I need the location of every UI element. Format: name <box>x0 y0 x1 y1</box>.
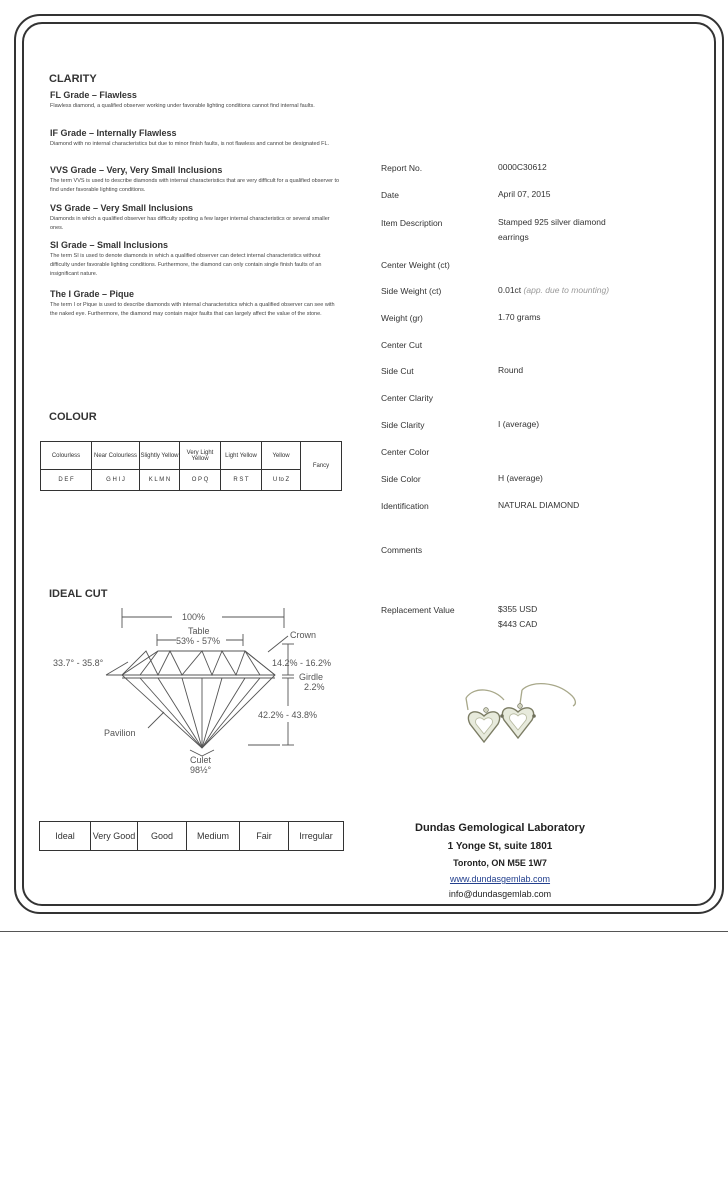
colour-scale-table <box>40 441 342 491</box>
report-value-secondary: $443 CAD <box>498 619 538 629</box>
report-value-row <box>498 283 609 298</box>
cut-grade-cell: Ideal <box>40 822 91 851</box>
report-label: Side Color <box>381 474 421 484</box>
report-value: April 07, 2015 <box>498 189 551 199</box>
colour-grade-cell: K L M N <box>140 470 180 491</box>
clarity-grade-i: The I Grade – Pique <box>50 289 135 299</box>
report-value: 0000C30612 <box>498 162 547 172</box>
colour-name-cell: Near Colourless <box>92 442 140 470</box>
report-value: H (average) <box>498 473 543 483</box>
colour-name-fancy: Fancy <box>301 442 342 491</box>
colour-name-cell: Colourless <box>41 442 92 470</box>
clarity-title: CLARITY <box>49 73 97 85</box>
clarity-grade-si: SI Grade – Small Inclusions <box>50 240 169 250</box>
report-value: 0.01ct <box>498 285 522 295</box>
report-value: NATURAL DIAMOND <box>498 500 580 510</box>
report-label: Weight (gr) <box>381 313 423 323</box>
earrings-photo <box>452 676 587 766</box>
colour-grade-cell: G H I J <box>92 470 140 491</box>
report-note: (app. due to mounting) <box>523 285 610 295</box>
report-label: Center Color <box>381 447 430 457</box>
diagram-total-label: 100% <box>182 612 206 622</box>
lab-website-row <box>380 874 620 884</box>
lab-name: Dundas Gemological Laboratory <box>415 822 585 834</box>
cut-grade-cell: Good <box>138 822 187 851</box>
report-value: I (average) <box>498 419 540 429</box>
colour-grade-cell: U to Z <box>262 470 301 491</box>
report-label: Center Cut <box>381 340 423 350</box>
clarity-desc-fl: Flawless diamond, a qualified observer working under favorable lighting conditions cannot find internal faults. <box>50 103 315 109</box>
colour-grade-cell: R S T <box>221 470 262 491</box>
clarity-grade-vvs: VVS Grade – Very, Very Small Inclusions <box>50 165 223 175</box>
cut-grade-cell: Very Good <box>91 822 138 851</box>
lab-address-line2: Toronto, ON M5E 1W7 <box>453 858 547 868</box>
report-label: Side Cut <box>381 366 414 376</box>
report-label: Center Clarity <box>381 393 433 403</box>
diagram-table-range: 53% - 57% <box>176 636 221 646</box>
report-label: Comments <box>381 545 423 555</box>
page-divider <box>0 931 728 932</box>
colour-grade-cell: O P Q <box>180 470 221 491</box>
clarity-grade-fl: FL Grade – Flawless <box>50 90 137 100</box>
diagram-girdle-label: Girdle <box>299 672 324 682</box>
cut-grade-cell: Irregular <box>289 822 344 851</box>
report-label: Center Weight (ct) <box>381 260 450 270</box>
colour-name-cell: Very Light Yellow <box>180 442 221 470</box>
diagram-table-label: Table <box>188 626 210 636</box>
report-value: 1.70 grams <box>498 312 541 322</box>
ideal-cut-title: IDEAL CUT <box>49 588 108 600</box>
report-value: Stamped 925 silver diamond earrings <box>498 217 606 242</box>
diagram-pavilion-label: Pavilion <box>104 728 136 738</box>
report-value: Round <box>498 365 524 375</box>
report-label: Date <box>381 190 399 200</box>
colour-name-cell: Slightly Yellow <box>140 442 180 470</box>
diagram-girdle-value: 2.2% <box>304 682 325 692</box>
lab-website-link[interactable]: www.dundasgemlab.com <box>449 874 551 884</box>
diagram-crown-height: 14.2% - 16.2% <box>272 658 332 668</box>
diagram-culet-label: Culet <box>190 755 212 765</box>
clarity-desc-si: The term SI is used to denote diamonds in which a qualified observer can detect internal characteristics without difficulty under favorable lighting conditions. Furthermore, the diamond can only contain single finish faults of an insignificant nature. <box>50 253 322 277</box>
diagram-crown-label: Crown <box>290 630 317 640</box>
colour-name-cell: Yellow <box>262 442 301 470</box>
cut-grade-cell: Medium <box>187 822 240 851</box>
clarity-desc-vs: Diamonds in which a qualified observer has difficulty spotting a few larger internal characteristics or several smaller ones. <box>50 216 330 231</box>
report-value: $355 USD <box>498 604 538 614</box>
colour-grade-cell: D E F <box>41 470 92 491</box>
report-label: Item Description <box>381 218 443 228</box>
clarity-grade-if: IF Grade – Internally Flawless <box>50 128 177 138</box>
diagram-crown-angle: 33.7° - 35.8° <box>53 658 104 668</box>
clarity-desc-vvs: The term VVS is used to describe diamonds with internal characteristics that are very difficult for a qualified observer to find under favorable lighting conditions. <box>50 178 340 193</box>
colour-title: COLOUR <box>49 411 97 423</box>
clarity-desc-if: Diamond with no internal characteristics but due to minor finish faults, is not flawless and cannot be designated FL. <box>50 141 330 147</box>
report-label: Report No. <box>381 163 423 173</box>
lab-address-line1: 1 Yonge St, suite 1801 <box>447 841 553 852</box>
diagram-pavilion-depth: 42.2% - 43.8% <box>258 710 318 720</box>
clarity-grade-vs: VS Grade – Very Small Inclusions <box>50 203 194 213</box>
colour-name-cell: Light Yellow <box>221 442 262 470</box>
report-label: Side Weight (ct) <box>381 286 442 296</box>
report-label: Side Clarity <box>381 420 425 430</box>
diagram-culet-value: 98½° <box>190 765 212 775</box>
clarity-desc-i: The term I or Pique is used to describe diamonds with internal characteristics which a qualified observer can see with the naked eye. Furthermore, the diamond may contain major faults that can largely affect the value of the stone. <box>50 302 335 317</box>
report-label: Identification <box>381 501 429 511</box>
lab-email: info@dundasgemlab.com <box>448 889 552 899</box>
cut-grade-cell: Fair <box>240 822 289 851</box>
report-label: Replacement Value <box>381 605 455 615</box>
cut-grade-scale <box>39 821 344 851</box>
